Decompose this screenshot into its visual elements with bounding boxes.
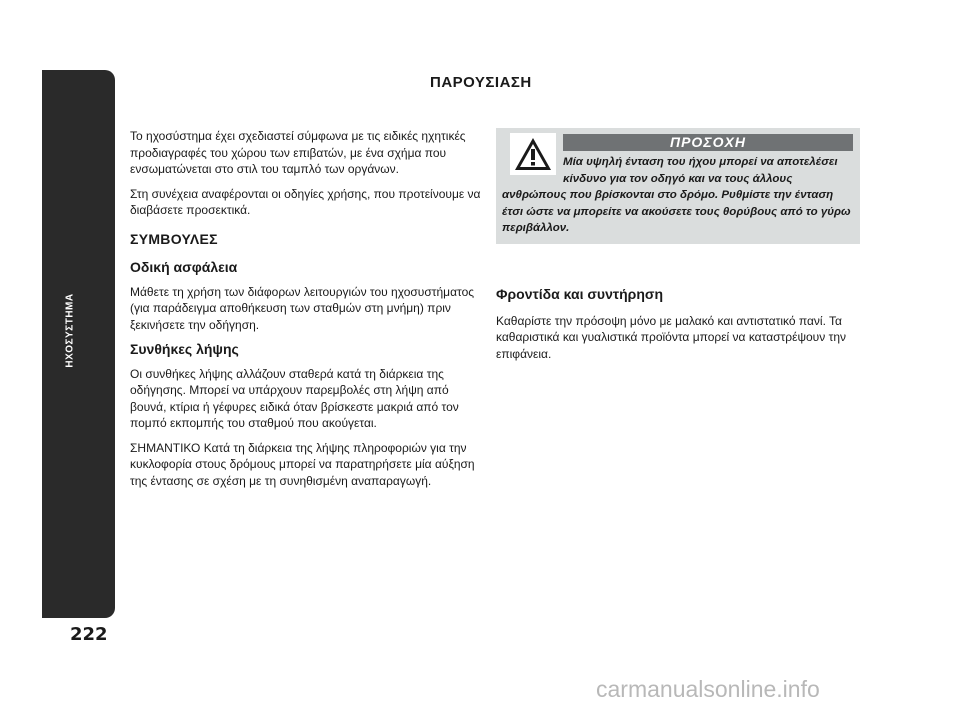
warning-text — [502, 154, 852, 237]
warning-line-1: Μία υψηλή ένταση του ήχου μπορεί να αποτελέσει — [563, 156, 838, 168]
intro-paragraph-1: Το ηχοσύστημα έχει σχεδιαστεί σύμφωνα με τις ειδικές ηχητικές προδιαγραφές του χώρου των επιβατών, με ένα σχήμα που ενσωματώνεται στο στιλ του ταμπλό των οργάνων. — [130, 129, 466, 176]
warning-line-rest: ανθρώπους που βρίσκονται στο δρόμο. Ρυθμίστε την ένταση έτσι ώστε να μπορείτε να ακούσετε τους θορύβους από το γύρω περιβάλλον. — [502, 189, 851, 234]
care-text: Καθαρίστε την πρόσοψη μόνο με μαλακό και αντιστατικό πανί. Τα καθαριστικά και γυαλιστικά προϊόντα μπορεί να καταστρέψουν την επιφάνεια. — [496, 313, 846, 361]
right-column — [496, 286, 856, 362]
reception-text-1: Οι συνθήκες λήψης αλλάζουν σταθερά κατά τη διάρκεια της οδήγησης. Μπορεί να υπάρχουν παρεμβολές στη λήψη από βουνά, κτίρια ή γέφυρες ειδικά όταν βρίσκεστε μακριά από τον πομπό εκπομπής του σταθμού που ακούγεται. — [130, 366, 459, 430]
page-title: ΠΑΡΟΥΣΙΑΣΗ — [430, 74, 532, 91]
reception-text-2: ΣΗΜΑΝΤΙΚΟ Κατά τη διάρκεια της λήψης πληροφοριών για την κυκλοφορία στους δρόμους μπορεί να παρατηρήσετε μία αύξηση της έντασης σε σχέση με τη συνηθισμένη αναπαραγωγή. — [130, 440, 475, 488]
left-column — [130, 128, 485, 497]
care-heading: Φροντίδα και συντήρηση — [496, 286, 663, 302]
road-safety-text: Μάθετε τη χρήση των διάφορων λειτουργιών του ηχοσυστήματος (για παράδειγμα αποθήκευση των σταθμών στη μνήμη) πριν ξεκινήσετε την οδήγηση. — [130, 284, 475, 332]
intro-paragraph-2: Στη συνέχεια αναφέρονται οι οδηγίες χρήσης, που προτείνουμε να διαβάσετε προσεκτικά. — [130, 186, 481, 217]
warning-line-2: κίνδυνο για τον οδηγό και να τους άλλους — [563, 172, 793, 185]
road-safety-heading: Οδική ασφάλεια — [130, 259, 238, 275]
tips-heading: ΣΥΜΒΟΥΛΕΣ — [130, 230, 218, 247]
watermark: carmanualsonline.info — [596, 676, 820, 702]
sidebar-label: ΗΧΟΣΥΣΤΗΜΑ — [64, 292, 76, 368]
reception-heading: Συνθήκες λήψης — [130, 341, 239, 357]
warning-header: ΠΡΟΣΟΧΗ — [563, 134, 853, 151]
page-number: 222 — [70, 624, 108, 645]
